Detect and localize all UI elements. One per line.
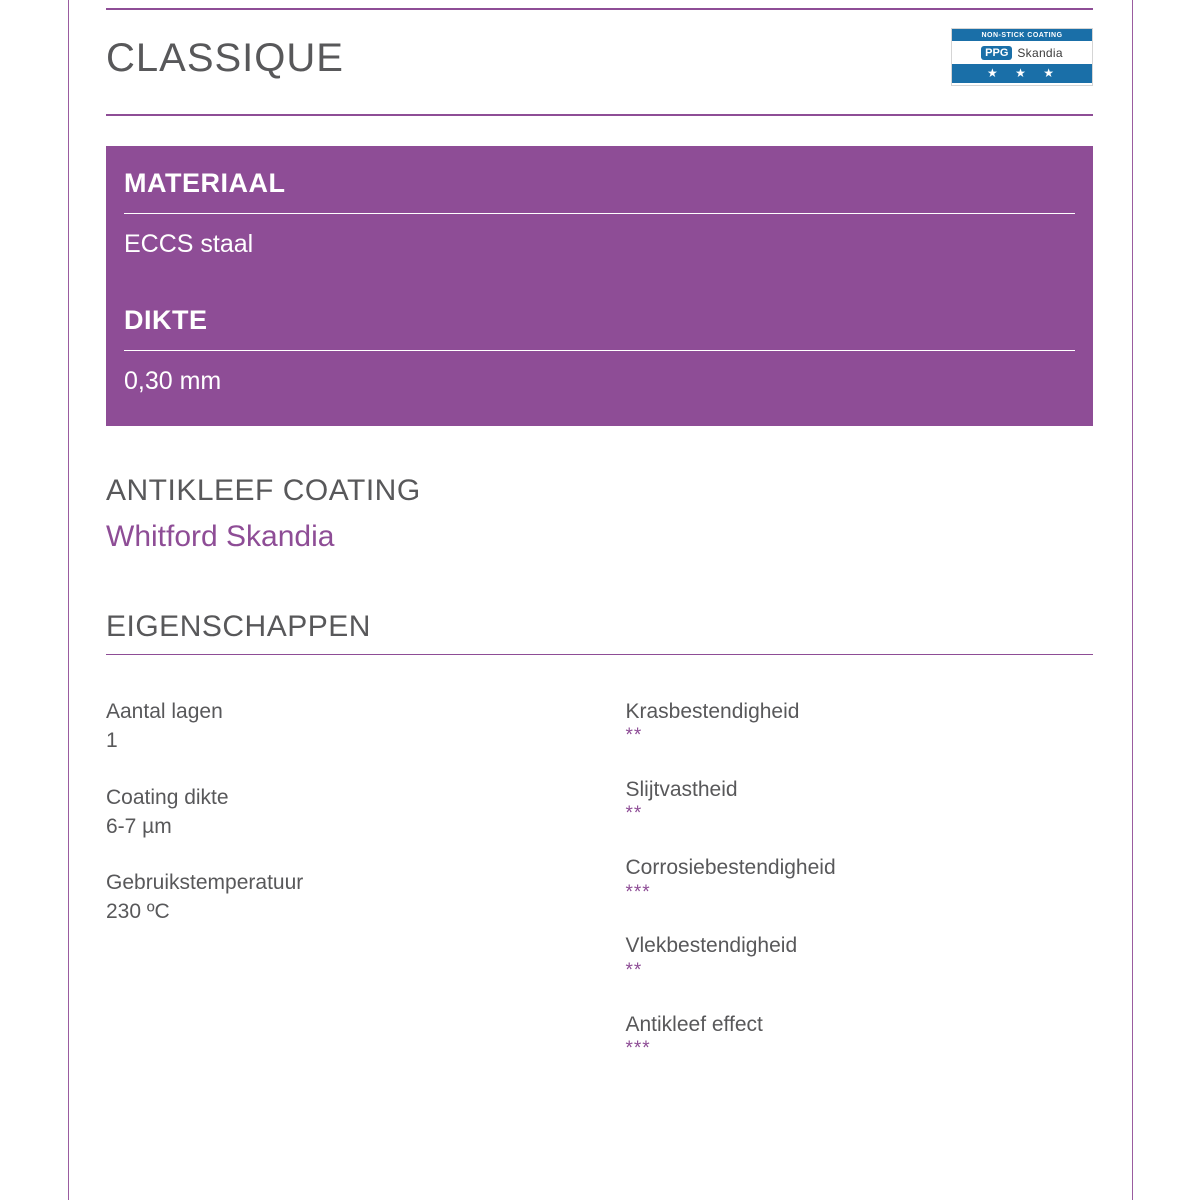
title-divider: [106, 114, 1093, 116]
material-block: [106, 146, 1093, 426]
property-item: [106, 870, 600, 926]
properties-left-column: [106, 699, 600, 1090]
property-item: [626, 699, 1094, 747]
property-value: 230 ºC: [106, 900, 170, 924]
material-value: ECCS staal: [124, 230, 254, 258]
badge-stars: ★ ★ ★: [952, 64, 1092, 83]
property-rating: ***: [625, 881, 651, 903]
material-gap: [106, 259, 1093, 305]
thickness-heading: DIKTE: [124, 305, 208, 335]
title-row: [106, 10, 1093, 114]
coating-section: [106, 474, 1093, 554]
property-rating: **: [625, 959, 643, 981]
property-item: [626, 855, 1094, 903]
badge-brand-row: [952, 41, 1092, 64]
material-heading: MATERIAAL: [124, 168, 286, 198]
property-label: Krasbestendigheid: [625, 700, 800, 723]
property-rating: ***: [625, 1037, 651, 1059]
properties-divider: [106, 654, 1093, 655]
property-value: 6-7 µm: [106, 814, 172, 838]
property-item: [106, 785, 600, 841]
properties-heading: EIGENSCHAPPEN: [106, 610, 371, 643]
product-spec-sheet: [106, 0, 1093, 1090]
thickness-value: 0,30 mm: [124, 367, 222, 395]
ppg-skandia-badge: [951, 28, 1093, 86]
property-label: Aantal lagen: [106, 700, 223, 723]
badge-product-name: Skandia: [1017, 46, 1063, 61]
property-label: Gebruikstemperatuur: [106, 871, 304, 895]
property-item: [626, 1012, 1094, 1060]
property-label: Antikleef effect: [625, 1012, 763, 1036]
page-title: CLASSIQUE: [106, 36, 344, 80]
badge-top-label: NON-STICK COATING: [952, 29, 1092, 41]
property-label: Corrosiebestendigheid: [625, 856, 836, 880]
coating-heading: ANTIKLEEF COATING: [106, 474, 421, 507]
property-item: [626, 777, 1094, 825]
property-rating: **: [625, 725, 643, 747]
coating-value: Whitford Skandia: [106, 520, 335, 553]
property-label: Slijtvastheid: [625, 778, 738, 802]
property-item: [106, 699, 600, 755]
property-label: Vlekbestendigheid: [625, 934, 798, 958]
property-label: Coating dikte: [106, 785, 229, 809]
property-item: [626, 933, 1094, 981]
properties-section: [106, 610, 1093, 1090]
property-value: 1: [106, 729, 118, 753]
properties-grid: [106, 699, 1093, 1090]
property-rating: **: [625, 803, 643, 825]
properties-right-column: [600, 699, 1094, 1090]
ppg-logo-icon: PPG: [981, 46, 1012, 60]
